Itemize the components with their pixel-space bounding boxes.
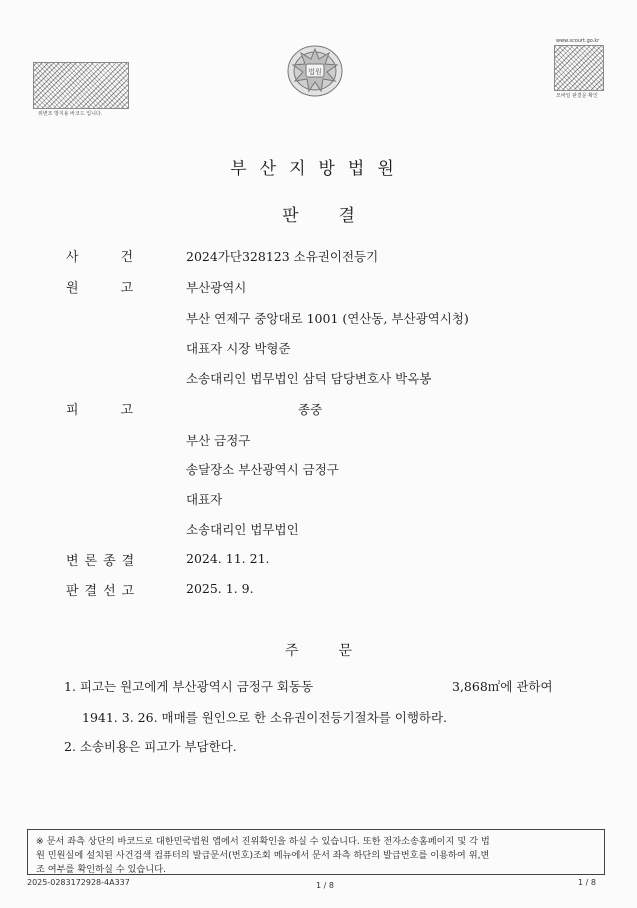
- verification-notice: [27, 829, 605, 875]
- mobile-qr-code[interactable]: [554, 45, 604, 91]
- judgment-label: 판결선고: [66, 584, 141, 599]
- page-number-center: 1 / 8: [316, 881, 334, 890]
- defendant-representative: 대표자: [186, 492, 223, 507]
- defendant-label: 피고: [66, 403, 176, 418]
- defendant-address: 부산 금정구: [186, 433, 251, 448]
- issue-number: 2025-0283172928-4A337: [27, 878, 130, 887]
- order-item-2: 2. 소송비용은 피고가 부담한다.: [64, 739, 237, 754]
- order-item-1-continued: 1941. 3. 26. 매매를 원인으로 한 소유권이전등기절차를 이행하라.: [82, 710, 448, 725]
- notice-line-1: ※ 문서 좌측 상단의 바코드로 대한민국법원 앱에서 진위확인을 하실 수 있습니다. 또한 전자소송홈페이지 및 각 법: [36, 836, 490, 847]
- barcode-caption: 위변조 방지용 바코드 입니다.: [38, 111, 103, 117]
- order-item-1-area: 3,868㎡에 관하여: [452, 679, 553, 694]
- defendant-service-address: 송달장소 부산광역시 금정구: [186, 462, 339, 477]
- plaintiff-attorney: 소송대리인 법무법인 삼덕 담당변호사 박옥봉: [186, 371, 432, 386]
- defendant-attorney: 소송대리인 법무법인: [186, 522, 299, 537]
- qr-url: www.scourt.go.kr: [556, 38, 600, 44]
- order-heading: 주문: [284, 643, 393, 659]
- court-emblem-icon: [285, 43, 345, 99]
- closing-label: 변론종결: [66, 554, 141, 569]
- order-item-1: 1. 피고는 원고에게 부산광역시 금정구 회동동: [64, 679, 314, 694]
- qr-caption: 모바일 판결문 확인: [556, 93, 598, 99]
- case-value: 2024가단328123 소유권이전등기: [186, 249, 379, 264]
- defendant-name: 종중: [298, 402, 323, 417]
- plaintiff-address: 부산 연제구 중앙대로 1001 (연산동, 부산광역시청): [186, 311, 469, 326]
- court-name: 부산지방법원: [230, 159, 407, 179]
- notice-line-2: 원 민원실에 설치된 사건검색 컴퓨터의 발급문서(번호)조회 메뉴에서 문서 좌측 하단의 발급번호를 이용하여 위,변: [36, 850, 490, 861]
- case-label: 사건: [66, 250, 176, 265]
- plaintiff-representative: 대표자 시장 박형준: [186, 341, 291, 356]
- emblem-label: 법원: [308, 68, 322, 76]
- page-number-right: 1 / 8: [578, 878, 596, 887]
- judgment-date: 2025. 1. 9.: [186, 581, 254, 596]
- document-type: 판결: [282, 206, 395, 226]
- plaintiff-label: 원고: [66, 281, 176, 296]
- notice-line-3: 조 여부를 확인하실 수 있습니다.: [36, 864, 166, 875]
- closing-date: 2024. 11. 21.: [186, 551, 270, 566]
- authentication-barcode[interactable]: [33, 62, 129, 109]
- plaintiff-name: 부산광역시: [186, 280, 247, 295]
